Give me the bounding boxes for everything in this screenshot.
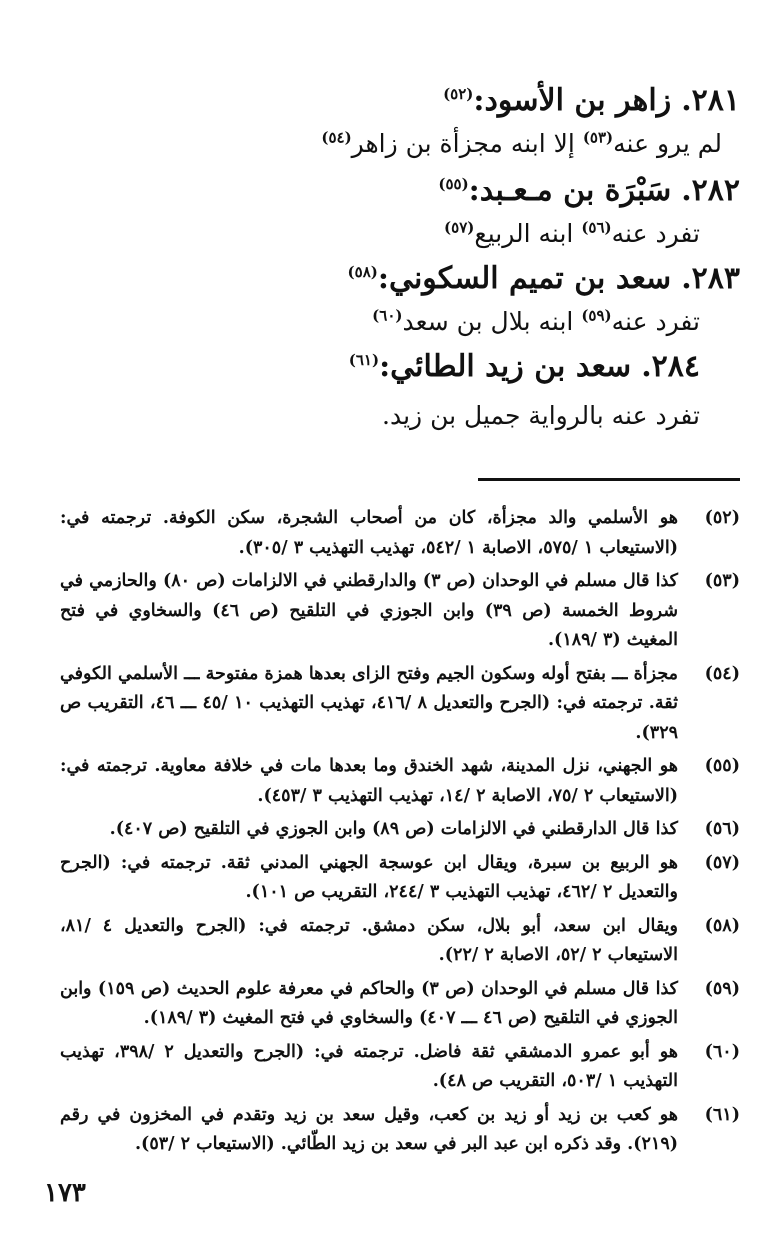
entry-text [80,124,722,164]
entry-text [80,302,700,342]
footnote-number: (٥٥) [704,756,740,776]
entry-text-part: ابنه بلال بن سعد [402,307,582,336]
footnote-ref: (٥٥) [438,175,469,193]
entry-heading [80,256,740,302]
entry-heading [80,344,700,390]
entry-text-part: ابنه الربيع [474,219,582,248]
footnote-number: (٥٧) [704,852,740,873]
footnote-ref: (٥٤) [321,128,352,147]
footnote-ref: (٥٩) [581,306,612,325]
page-number: ١٧٣ [44,1178,86,1208]
footnote-text: ويقال ابن سعد، أبو بلال، سكن دمشق. ترجمته في: (الجرح والتعديل ٤ /٨١، الاستيعاب ٢ /٥٢، الاصابة ٢ /٢٢). [60,915,679,965]
footnote-ref: (٥٢) [443,85,474,103]
footnote-divider [478,478,740,481]
footnote-text: كذا قال مسلم في الوحدان (ص ٣) والحاكم في معرفة علوم الحديث (ص ١٥٩) وابن الجوزي في التلقيح (ص ٤٦ ـــ ٤٠٧) والسخاوي في فتح المغيث (٣ /١٨٩). [60,978,678,1028]
footnote [60,567,740,656]
entry-text-part: إلا ابنه مجزأة بن زاهر [351,129,583,158]
footnote-number: (٥٦) [704,819,740,839]
footnote [60,1101,740,1160]
footnote-text: هو الربيع بن سبرة، ويقال ابن عوسجة الجهني المدني ثقة. ترجمته في: (الجرح والتعديل ٢ /٤٦٢، تهذيب التهذيب ٣ /٢٤٤، التقريب ص ١٠١). [60,852,678,902]
footnote-number: (٥٢) [704,508,740,528]
footnote [60,504,740,563]
entry-text-part: لم يرو عنه [613,129,722,158]
entry-number: ٢٨٤. [641,349,700,384]
footnote-number: (٥٨) [704,915,740,936]
entry-text [80,214,700,254]
footnote [60,912,740,971]
footnote-text: هو أبو عمرو الدمشقي ثقة فاضل. ترجمته في: (الجرح والتعديل ٢ /٣٩٨، تهذيب التهذيب ١ /٥٠٣، التقريب ص ٤٨). [60,1041,679,1091]
entry-text-part: تفرد عنه [611,219,700,248]
footnotes-section [60,504,740,1164]
entry-name: سَبْرَة بن مـعـبد: [468,173,672,208]
entries-section [80,78,740,436]
footnote-ref: (٦١) [348,351,380,369]
footnote-number: (٥٩) [704,978,740,999]
footnote-text: هو الجهني، نزل المدينة، شهد الخندق وما بعدها مات في خلافة معاوية. ترجمته في: (الاستيعاب ٢ /٧٥، الاصابة ٢ /١٤، تهذيب التهذيب ٣ /٤٥٣). [60,756,678,806]
footnote [60,752,740,811]
footnote-ref: (٥٨) [347,263,378,281]
entry-heading [80,78,740,124]
footnote-text: هو كعب بن زيد أو زيد بن كعب، وقيل سعد بن زيد وتقدم في المخزون في رقم (٢١٩). وقد ذكره ابن عبد البر في سعد بن زيد الطّائي. (الاستيعاب ٢ /٥٣). [60,1104,678,1154]
entry-name: زاهر بن الأسود: [473,83,672,118]
footnote-ref: (٥٣) [582,128,614,147]
footnote-ref: (٥٧) [444,218,475,237]
entry-text-part: تفرد عنه [611,307,700,336]
footnote-number: (٥٣) [704,571,740,591]
footnote-text: مجزأة ـــ بفتح أوله وسكون الجيم وفتح الزاى بعدها همزة مفتوحة ـــ الأسلمي الكوفي ثقة. ترجمته في: (الجرح والتعديل ٨ /٤١٦، تهذيب التهذيب ١٠ /٤٥ ـــ ٤٦، التقريب ص ٣٢٩). [60,663,678,743]
entry-text-part: تفرد عنه بالرواية جميل بن زيد. [382,401,700,430]
entry-number: ٢٨٢. [681,173,740,208]
footnote [60,815,740,845]
entry-heading [80,168,740,214]
footnote-text: كذا قال مسلم في الوحدان (ص ٣) والدارقطني في الالزامات (ص ٨٠) والحازمي في شروط الخمسة (ص ٣٩) وابن الجوزي في التلقيح (ص ٤٦) والسخاوي في فتح المغيث (٣ /١٨٩). [60,571,678,650]
footnote-number: (٦١) [704,1104,740,1125]
footnote-ref: (٥٦) [581,218,612,237]
footnote-text: كذا قال الدارقطني في الالزامات (ص ٨٩) وابن الجوزي في التلقيح (ص ٤٠٧). [109,819,678,839]
entry-number: ٢٨٣. [681,261,740,296]
footnote-text: هو الأسلمي والد مجزأة، كان من أصحاب الشجرة، سكن الكوفة. ترجمته في: (الاستيعاب ١ /٥٧٥، الاصابة ١ /٥٤٢، تهذيب التهذيب ٣ /٣٠٥). [60,508,678,558]
entry-name: سعد بن تميم السكوني: [377,261,672,296]
entry-text [80,396,700,436]
entry-number: ٢٨١. [681,83,740,118]
footnote [60,849,740,908]
footnote [60,975,740,1034]
footnote [60,1038,740,1097]
footnote-number: (٥٤) [704,663,740,684]
footnote-ref: (٦٠) [372,306,403,325]
entry-name: سعد بن زيد الطائي: [379,349,632,384]
footnote-number: (٦٠) [704,1041,740,1062]
footnote [60,660,740,749]
